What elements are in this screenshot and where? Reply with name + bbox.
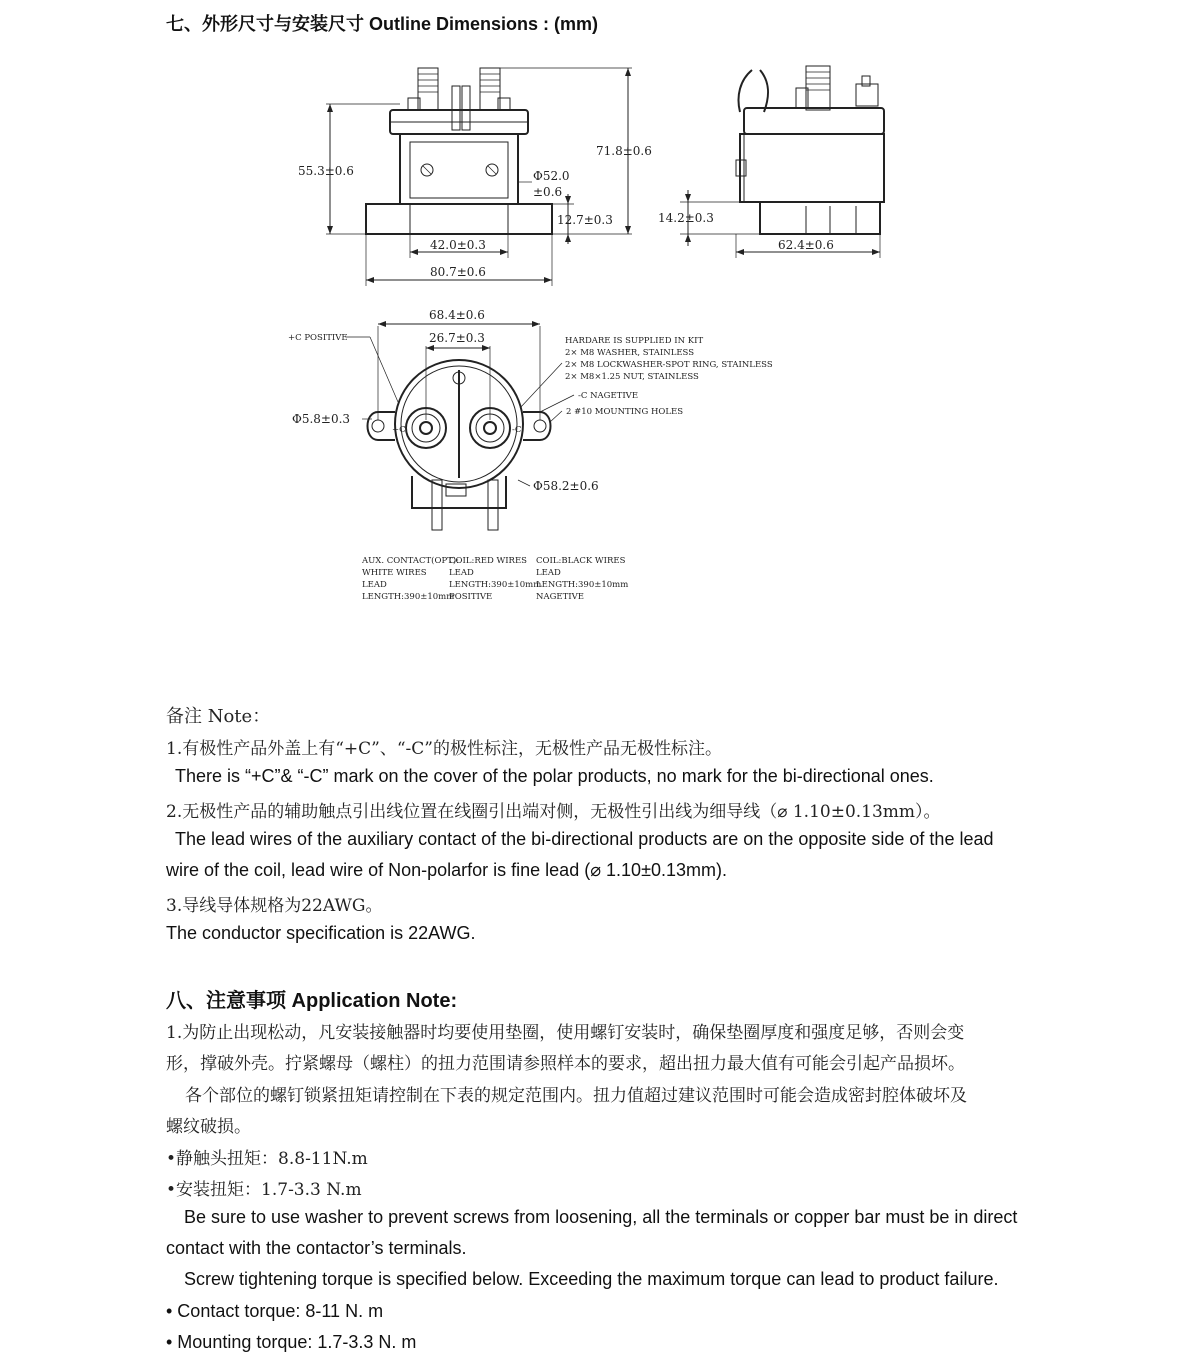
- s8-bullet-2-en: • Mounting torque: 1.7-3.3 N. m: [166, 1332, 417, 1352]
- dim-top-w-outer: 68.4±0.6: [429, 308, 485, 322]
- dim-front-dia-1: Φ52.0: [533, 169, 570, 183]
- section-8-title: 八、注意事项 Application Note:: [166, 990, 458, 1012]
- s8-p1-line-1: 1.为防止出现松动，凡安装接触器时均要使用垫圈，使用螺钉安装时，确保垫圈厚度和强度足够，否则会变: [166, 1023, 965, 1043]
- dim-side-w: 62.4±0.6: [778, 238, 834, 252]
- s8-p3-line-2: contact with the contactor’s terminals.: [166, 1238, 467, 1258]
- front-view: [298, 68, 652, 286]
- dim-top-w-inner: 26.7±0.3: [429, 331, 485, 345]
- note-3-en: The conductor specification is 22AWG.: [166, 923, 476, 943]
- note-2-en-2: wire of the coil, lead wire of Non-polarfor is fine lead (⌀ 1.10±0.13mm).: [166, 860, 727, 880]
- coil-black-line-4: NAGETIVE: [536, 592, 584, 602]
- dim-hole-dia: Φ5.8±0.3: [292, 412, 351, 426]
- hardware-line-4: 2× M8×1.25 NUT, STAINLESS: [565, 372, 699, 382]
- note-1-en: There is “+C”& “-C” mark on the cover of the polar products, no mark for the bi-directional ones.: [175, 766, 934, 786]
- hardware-line-1: HARDARE IS SUPPLIED IN KIT: [565, 336, 704, 346]
- notes-heading: 备注 Note：: [166, 706, 271, 727]
- s8-p2-line-1: 各个部位的螺钉锁紧扭矩请控制在下表的规定范围内。扭力值超过建议范围时可能会造成密封腔体破坏及: [185, 1086, 967, 1106]
- coil-red-line-1: COIL:RED WIRES: [449, 556, 527, 566]
- aux-line-3: LEAD: [362, 580, 387, 590]
- dim-body-dia: Φ58.2±0.6: [533, 479, 599, 493]
- section-7-title: 七、外形尺寸与安装尺寸 Outline Dimensions : (mm): [166, 14, 599, 34]
- note-1-cn: 1.有极性产品外盖上有“+C”、“-C”的极性标注，无极性产品无极性标注。: [166, 739, 722, 759]
- s8-bullet-1-cn: •静触头扭矩：8.8-11N.m: [166, 1149, 368, 1169]
- aux-line-4: LENGTH:390±10mm: [362, 592, 455, 602]
- dim-front-w-outer: 80.7±0.6: [430, 265, 486, 279]
- coil-red-line-2: LEAD: [449, 568, 474, 578]
- dim-front-dia-2: ±0.6: [533, 185, 563, 199]
- coil-red-line-3: LENGTH:390±10mm: [449, 580, 542, 590]
- dim-front-h-body: 55.3±0.6: [298, 164, 354, 178]
- coil-black-line-2: LEAD: [536, 568, 561, 578]
- note-2-cn: 2.无极性产品的辅助触点引出线位置在线圈引出端对侧，无极性引出线为细导线（⌀ 1.10±0.13mm）。: [166, 802, 941, 822]
- hardware-line-2: 2× M8 WASHER, STAINLESS: [565, 348, 695, 358]
- mark-positive: +C: [392, 425, 406, 435]
- note-2-en-1: The lead wires of the auxiliary contact of the bi-directional products are on the opposite side of the lead: [175, 829, 994, 849]
- coil-black-line-1: COIL:BLACK WIRES: [536, 556, 626, 566]
- dim-side-h-base: 14.2±0.3: [658, 211, 714, 225]
- hardware-line-3: 2× M8 LOCKWASHER-SPOT RING, STAINLESS: [565, 360, 773, 370]
- side-view: [658, 66, 884, 258]
- label-positive: +C POSITIVE: [288, 333, 348, 343]
- coil-black-line-3: LENGTH:390±10mm: [536, 580, 629, 590]
- s8-p2-line-2: 螺纹破损。: [166, 1117, 251, 1137]
- aux-line-2: WHITE WIRES: [362, 568, 427, 578]
- dim-front-h-overall: 71.8±0.6: [596, 144, 652, 158]
- outline-dimensions-drawing: [0, 40, 1200, 660]
- label-mount-holes: 2 #10 MOUNTING HOLES: [566, 407, 684, 417]
- aux-line-1: AUX. CONTACT(OPT):: [362, 556, 460, 566]
- dim-front-h-base: 12.7±0.3: [557, 213, 613, 227]
- mark-negative: -C: [512, 425, 522, 435]
- s8-p4: Screw tightening torque is specified below. Exceeding the maximum torque can lead to product failure.: [184, 1269, 999, 1289]
- label-negative: -C NAGETIVE: [578, 391, 639, 401]
- s8-bullet-2-cn: •安装扭矩：1.7-3.3 N.m: [166, 1180, 362, 1200]
- s8-bullet-1-en: • Contact torque: 8-11 N. m: [166, 1301, 384, 1321]
- dim-front-w-inner: 42.0±0.3: [430, 238, 486, 252]
- top-view: [288, 308, 773, 602]
- s8-p3-line-1: Be sure to use washer to prevent screws from loosening, all the terminals or copper bar must be in direct: [184, 1207, 1018, 1227]
- s8-p1-line-2: 形，撑破外壳。拧紧螺母（螺柱）的扭力范围请参照样本的要求，超出扭力最大值有可能会引起产品损坏。: [166, 1054, 965, 1074]
- note-3-cn: 3.导线导体规格为22AWG。: [166, 896, 383, 916]
- coil-red-line-4: POSITIVE: [449, 592, 493, 602]
